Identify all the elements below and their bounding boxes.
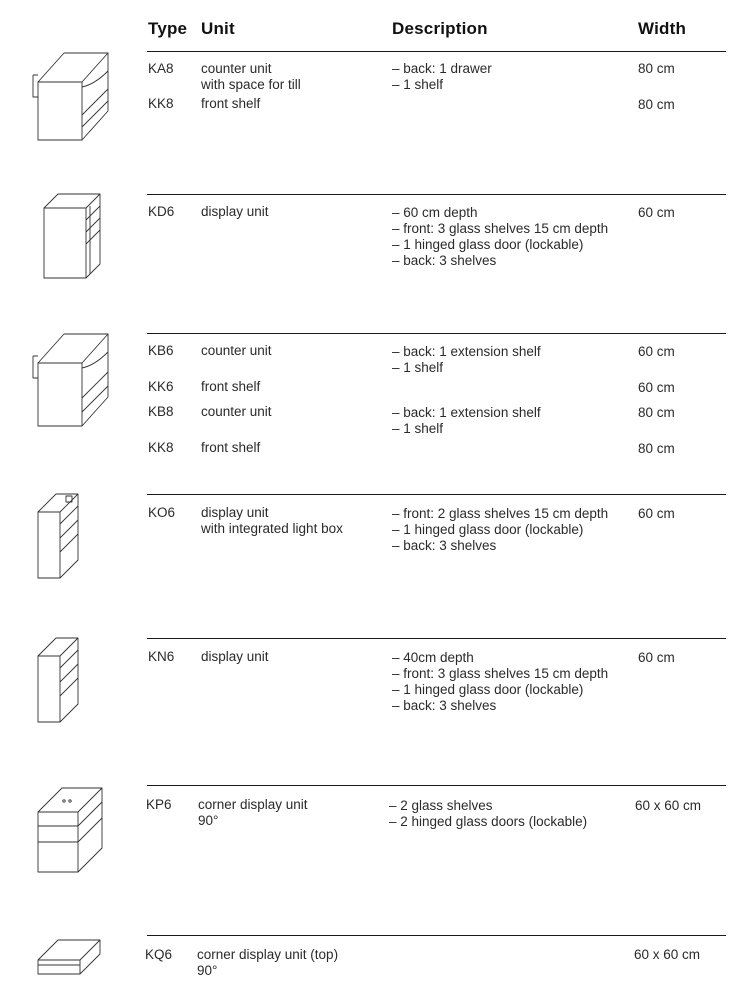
type-code: KP6 [146, 797, 172, 812]
unit-line: front shelf [201, 379, 261, 394]
type-code: KA8 [148, 61, 174, 76]
type-code: KB6 [148, 343, 174, 358]
unit-line: display unit [201, 204, 269, 219]
width-value: 60 cm [638, 506, 675, 521]
unit-line: 90° [197, 963, 218, 978]
width-value: 80 cm [638, 97, 675, 112]
width-value: 60 cm [638, 380, 675, 395]
type-code: KO6 [148, 505, 176, 520]
narrow-display-unit-icon [36, 636, 86, 726]
description [392, 506, 608, 554]
group-divider [147, 494, 726, 495]
group-divider [147, 333, 726, 334]
header-unit: Unit [201, 19, 235, 38]
unit-line: front shelf [201, 440, 261, 455]
description [392, 205, 608, 269]
type-code: KK6 [148, 379, 174, 394]
description-line: – back: 1 drawer [392, 61, 492, 76]
description-line: – 1 hinged glass door (lockable) [392, 682, 584, 697]
description [392, 405, 541, 437]
width-value: 60 x 60 cm [635, 798, 702, 813]
unit-name [201, 379, 260, 395]
unit-name [201, 404, 272, 420]
description-line: – 2 hinged glass doors (lockable) [389, 814, 588, 829]
counter-unit-with-front-shelf-icon [30, 45, 110, 145]
description-line: – back: 3 shelves [392, 538, 497, 553]
unit-line: counter unit [201, 61, 272, 76]
width-value: 80 cm [638, 405, 675, 420]
type-code: KD6 [148, 204, 175, 219]
unit-line: counter unit [201, 404, 272, 419]
unit-line: display unit [201, 505, 269, 520]
type-code: KK8 [148, 440, 174, 455]
description-line: – 1 hinged glass door (lockable) [392, 237, 584, 252]
group-divider [147, 194, 726, 195]
description-line: – 60 cm depth [392, 205, 478, 220]
width-value: 60 x 60 cm [634, 947, 701, 962]
unit-line: with space for till [201, 77, 301, 92]
description [392, 650, 608, 714]
display-unit-icon [42, 192, 107, 282]
unit-line: 90° [198, 813, 219, 828]
header-description: Description [392, 19, 488, 38]
unit-line: corner display unit (top) [197, 947, 339, 962]
width-value: 80 cm [638, 61, 675, 76]
unit-name [201, 505, 343, 537]
unit-line: with integrated light box [201, 521, 343, 536]
description [389, 798, 587, 830]
unit-line: display unit [201, 649, 269, 664]
unit-name [201, 440, 260, 456]
description-line: – 1 shelf [392, 421, 444, 436]
group-divider [147, 785, 726, 786]
description-line: – back: 1 extension shelf [392, 405, 541, 420]
description [392, 344, 541, 376]
description-line: – front: 3 glass shelves 15 cm depth [392, 666, 609, 681]
description [392, 61, 492, 93]
type-code: KQ6 [145, 947, 173, 962]
type-code: KK8 [148, 96, 174, 111]
description-line: – front: 3 glass shelves 15 cm depth [392, 221, 609, 236]
header-type: Type [148, 19, 188, 38]
description-line: – 2 glass shelves [389, 798, 493, 813]
unit-name [201, 96, 260, 112]
description-line: – 1 shelf [392, 360, 444, 375]
group-divider [147, 935, 726, 936]
unit-name [197, 947, 338, 979]
description-line: – 1 hinged glass door (lockable) [392, 522, 584, 537]
type-code: KN6 [148, 649, 175, 664]
description-line: – back: 1 extension shelf [392, 344, 541, 359]
group-divider [147, 638, 726, 639]
description-line: – back: 3 shelves [392, 698, 497, 713]
type-code: KB8 [148, 404, 174, 419]
unit-name [201, 61, 301, 93]
group-divider [147, 51, 726, 52]
width-value: 60 cm [638, 205, 675, 220]
width-value: 60 cm [638, 344, 675, 359]
unit-line: counter unit [201, 343, 272, 358]
width-value: 60 cm [638, 650, 675, 665]
unit-name [201, 343, 272, 359]
description-line: – back: 3 shelves [392, 253, 497, 268]
unit-name [201, 649, 269, 665]
header-width: Width [638, 19, 687, 38]
display-unit-light-box-icon [36, 492, 86, 582]
unit-name [201, 204, 269, 220]
counter-unit-with-front-shelf-icon [30, 326, 110, 431]
description-line: – 40cm depth [392, 650, 474, 665]
width-value: 80 cm [638, 441, 675, 456]
description-line: – 1 shelf [392, 77, 444, 92]
unit-name [198, 797, 308, 829]
unit-line: corner display unit [198, 797, 308, 812]
description-line: – front: 2 glass shelves 15 cm depth [392, 506, 609, 521]
unit-line: front shelf [201, 96, 261, 111]
corner-display-unit-icon [36, 786, 106, 876]
corner-display-unit-top-icon [34, 934, 106, 979]
